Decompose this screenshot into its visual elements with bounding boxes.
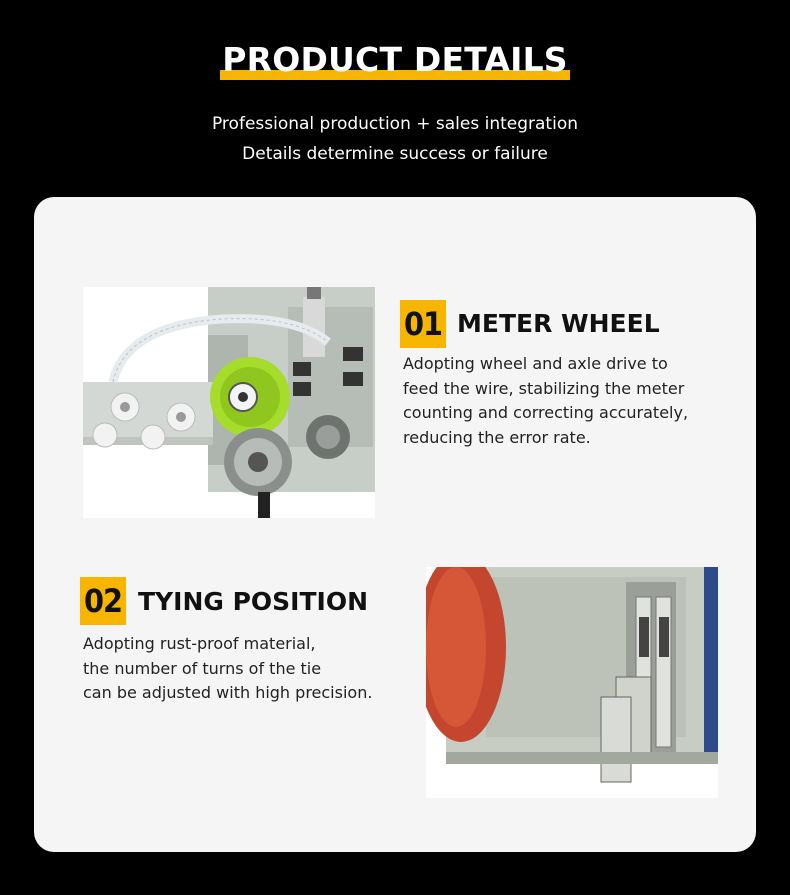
subtitle-line-1: Professional production + sales integration: [211, 114, 578, 134]
page-title-text: PRODUCT DETAILS: [222, 40, 568, 79]
meter-wheel-photo: [83, 287, 375, 518]
meter-wheel-illustration: [83, 287, 375, 518]
feature-1-number-badge: 01: [400, 300, 446, 348]
feature-1-description: Adopting wheel and axle drive to feed the wire, stabilizing the meter counting and correcting accurately, reducing the error rate.: [403, 354, 689, 447]
header: [0, 40, 790, 80]
feature-2-number-badge: 02: [80, 577, 126, 625]
tying-position-illustration: [426, 567, 718, 798]
feature-2-description: Adopting rust-proof material, the number of turns of the tie can be adjusted with high precision.: [83, 634, 373, 702]
feature-2-title: TYING POSITION: [138, 587, 369, 616]
tying-position-photo: [426, 567, 718, 798]
feature-1-title: METER WHEEL: [457, 309, 660, 338]
subtitle-line-2: Details determine success or failure: [242, 144, 548, 164]
page-title: [220, 40, 570, 80]
